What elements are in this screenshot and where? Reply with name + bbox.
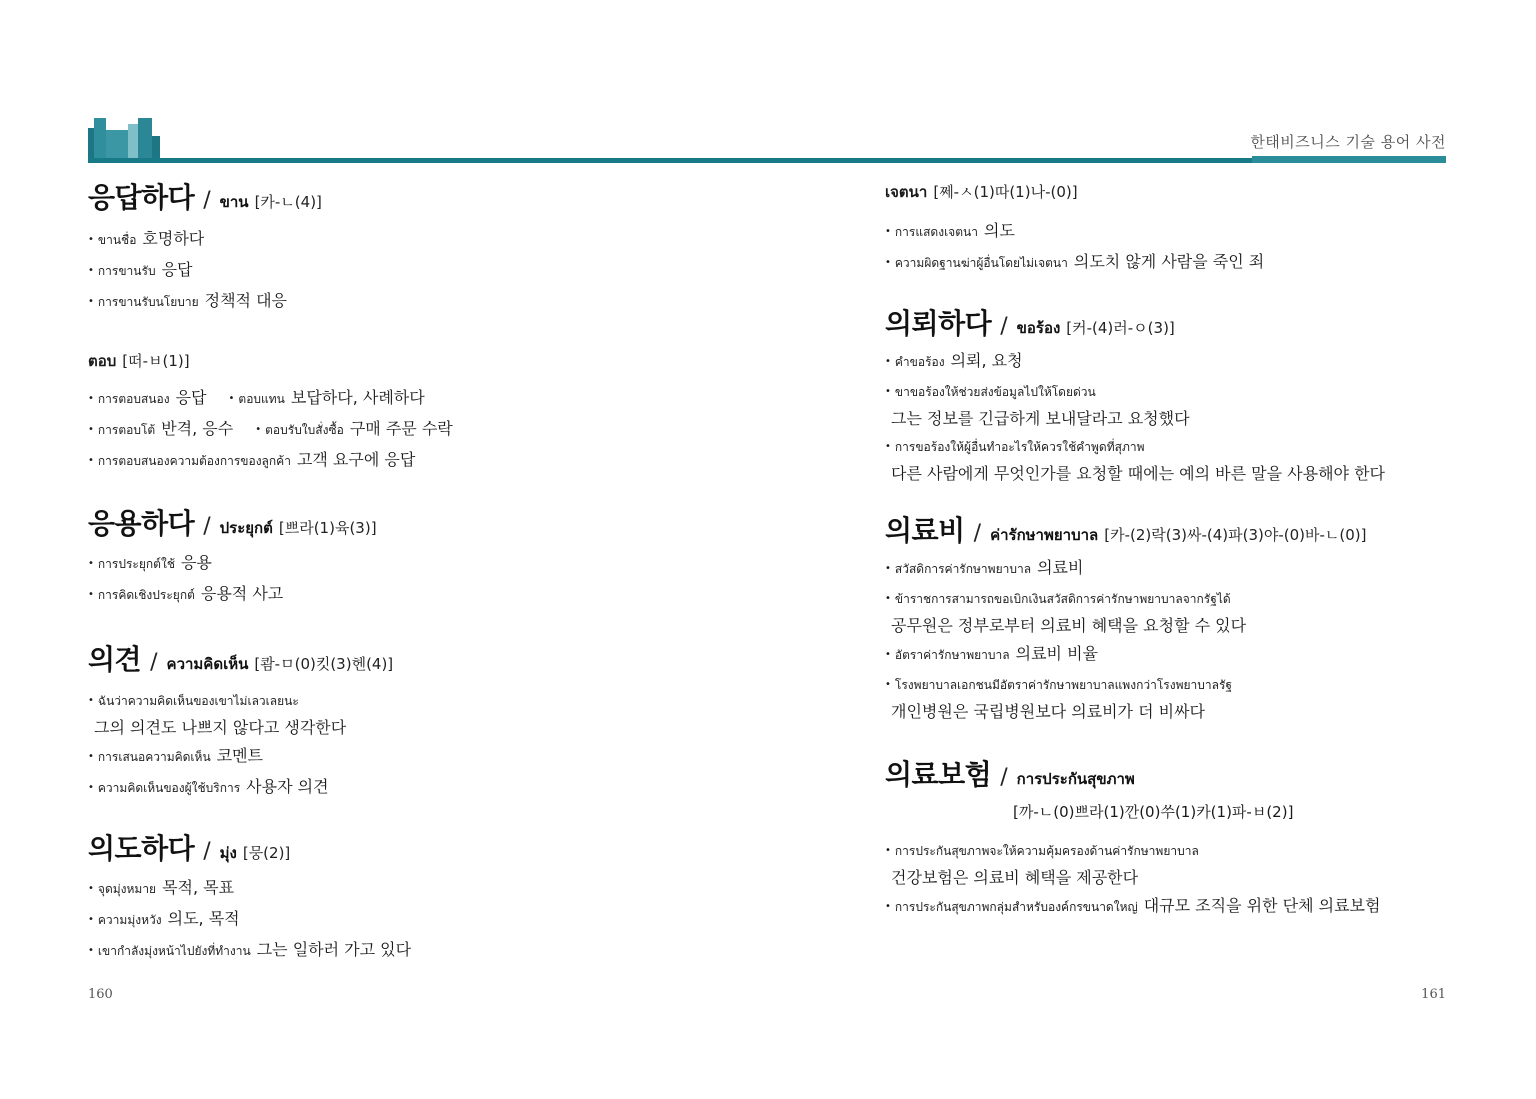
example: • การขานรับ 응답 [88,260,193,279]
example: • การขอร้องให้ผู้อื่นทำอะไรให้ควรใช้คำพูดที่สุภาพ 다른 사람에게 무엇인가를 요청할 때에는 예의 바른 말을 사용해야 한다 [885,440,1385,483]
entry-headline [885,509,1445,549]
slash: / [203,188,211,213]
headword: 응답하다 [88,181,195,214]
example: • ความผิดฐานฆ่าผู้อื่นโดยไม่เจตนา 의도치 않게 사람을 죽인 죄 [885,252,1265,271]
headword: 의뢰하다 [885,307,992,340]
entry-apply [88,502,728,610]
entry-opinion [88,638,728,803]
entry-headline [885,180,1445,204]
entry-intend [88,827,728,966]
header-decoration [88,118,160,163]
entry-headline [88,638,728,678]
thai-word: เจตนา [885,183,928,201]
entry-headline [88,827,728,867]
entry-request [885,302,1445,487]
entry-answer [88,349,728,476]
right-column [885,180,1445,922]
thai-word: ขอร้อง [1016,319,1061,337]
example: • การเสนอความคิดเห็น 코멘트 [88,746,264,765]
entry-medical-cost [885,509,1445,725]
example: • ขาขอร้องให้ช่วยส่งข้อมูลไปให้โดยด่วน 그는 정보를 긴급하게 보내달라고 요청했다 [885,385,1190,428]
entry-headline [885,753,1445,793]
pronunciation: [카-(2)락(3)싸-(4)파(3)야-(0)바-ㄴ(0)] [1104,526,1367,544]
thai-word: ตอบ [88,352,117,370]
slash: / [1000,314,1008,339]
example: • คำขอร้อง 의뢰, 요청 [885,351,1023,370]
example: • การตอบสนองความต้องการของลูกค้า 고객 요구에 응답 [88,450,416,469]
pronunciation: [쩨-ㅅ(1)따(1)나-(0)] [933,183,1078,201]
headword: 의견 [88,643,142,676]
thai-word: ความคิดเห็น [166,655,249,673]
slash: / [150,650,158,675]
pronunciation: [뭉(2)] [242,844,291,862]
example: • การคิดเชิงประยุกต์ 응용적 사고 [88,584,284,603]
thai-word: ค่ารักษาพยาบาล [990,526,1099,544]
example: • การประยุกต์ใช้ 응용 [88,553,212,572]
example: • ความมุ่งหวัง 의도, 목적 [88,909,240,928]
entry-intention [885,180,1445,278]
example: • การตอบโต้ 반격, 응수 • ตอบรับใบสั่งซื้อ 구매 주문 수락 [88,419,453,438]
book-title: 한태비즈니스 기술 용어 사전 [1250,133,1446,151]
thai-word: การประกันสุขภาพ [1016,770,1135,788]
thai-word: ขาน [219,193,249,211]
page-number-left: 160 [88,987,113,1002]
pronunciation: [쾀-ㅁ(0)킷(3)헨(4)] [254,655,394,673]
header-rule-accent [1252,156,1446,163]
example: • โรงพยาบาลเอกชนมีอัตราค่ารักษาพยาบาลแพงกว่าโรงพยาบาลรัฐ 개인병원은 국립병원보다 의료비가 더 비싸다 [885,678,1233,721]
entry-respond [88,176,728,317]
headword: 의료보험 [885,758,992,791]
example: • ข้าราชการสามารถขอเบิกเงินสวัสดิการค่ารักษาพยาบาลจากรัฐได้ 공무원은 정부로부터 의료비 혜택을 요청할 수 있다 [885,592,1247,635]
thai-word: มุ่ง [219,844,237,862]
example: • อัตราค่ารักษาพยาบาล 의료비 비율 [885,644,1098,663]
example: • การประกันสุขภาพกลุ่มสำหรับองค์กรขนาดใหญ่ 대규모 조직을 위한 단체 의료보험 [885,896,1381,915]
slash: / [203,839,211,864]
example: • การประกันสุขภาพจะให้ความคุ้มครองด้านค่ารักษาพยาบาล 건강보험은 의료비 혜택을 제공한다 [885,844,1199,887]
example: • ฉันว่าความคิดเห็นของเขาไม่เลวเลยนะ 그의 의견도 나쁘지 않다고 생각한다 [88,694,347,737]
example: • การแสดงเจตนา 의도 [885,221,1015,240]
headword: 의도하다 [88,832,195,865]
headword: 응용하다 [88,507,195,540]
entry-headline [88,349,728,373]
pronunciation: [카-ㄴ(4)] [254,193,322,211]
example: • ขานชื่อ 호명하다 [88,229,205,248]
left-column [88,176,728,966]
example: • เขากำลังมุ่งหน้าไปยังที่ทำงาน 그는 일하러 가고 있다 [88,940,412,959]
example: • การตอบสนอง 응답 • ตอบแทน 보답하다, 사례하다 [88,388,425,407]
entry-headline [88,176,728,216]
header-rule [88,158,1446,163]
slash: / [1000,765,1008,790]
entry-health-insurance [885,753,1445,922]
entry-headline [885,302,1445,342]
page-number-right: 161 [1421,987,1446,1002]
headword: 의료비 [885,514,965,547]
pronunciation: [떠-ㅂ(1)] [122,352,190,370]
example: • สวัสดิการค่ารักษาพยาบาล 의료비 [885,558,1084,577]
thai-word: ประยุกต์ [219,519,273,537]
pronunciation: [쁘라(1)육(3)] [278,519,377,537]
example: • จุดมุ่งหมาย 목적, 목표 [88,878,235,897]
pronunciation: [커-(4)러-ㅇ(3)] [1066,319,1175,337]
slash: / [973,521,982,546]
pronunciation: [까-ㄴ(0)쁘라(1)깐(0)쑤(1)카(1)파-ㅂ(2)] [1013,803,1294,821]
entry-headline [88,502,728,542]
example: • การขานรับนโยบาย 정책적 대응 [88,291,288,310]
example: • ความคิดเห็นของผู้ใช้บริการ 사용자 의견 [88,777,329,796]
slash: / [203,514,211,539]
